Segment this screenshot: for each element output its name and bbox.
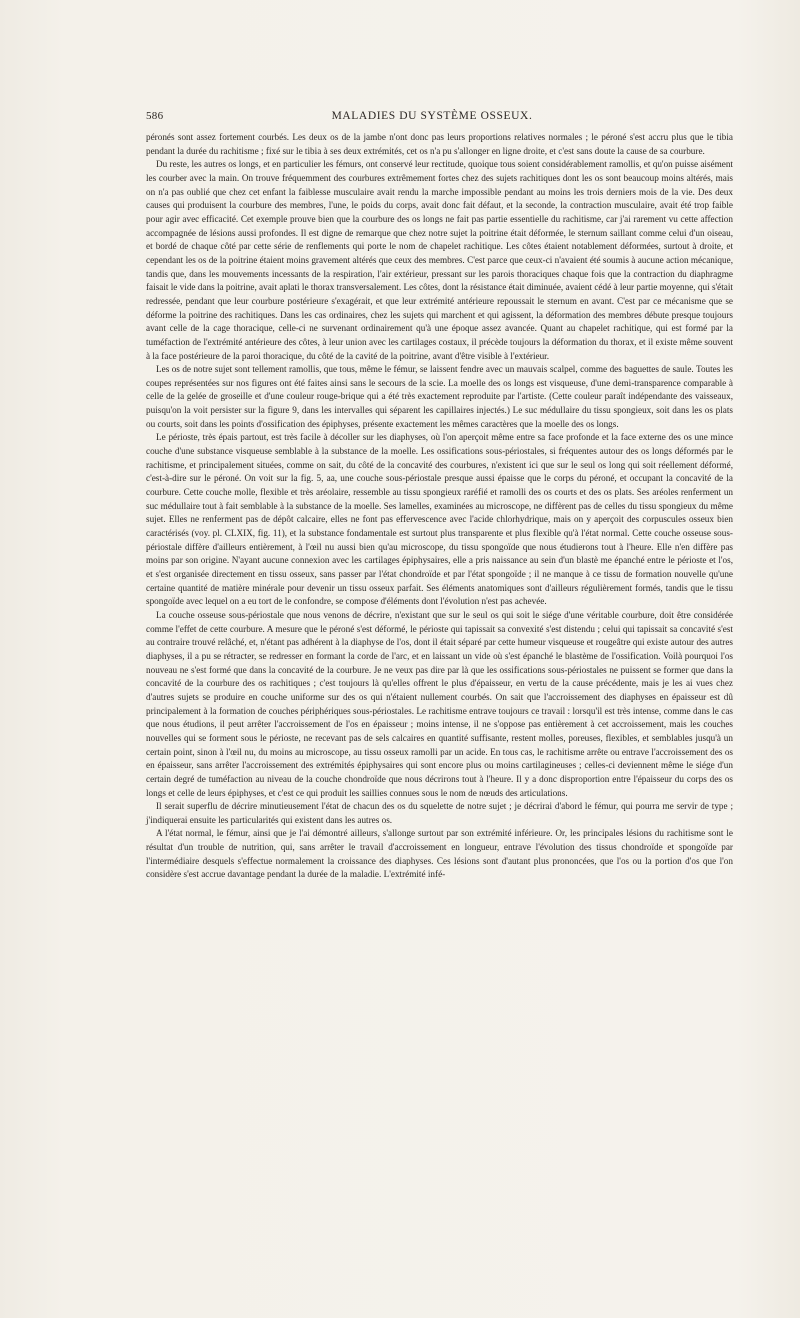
paragraph-5: La couche osseuse sous-périostale que nous venons de décrire, n'existant que sur le seul os qui soit le siége d'une véritable courbure, doit être considérée comme l'effet de cette courbure. A mesure que le péroné s'est déformé, le périoste qui tapissait sa convexité s'est distendu ; celui qui tapissait sa concavité s'est au contraire trouvé relâché, et, n'étant pas adhérent à la diaphyse de l'os, dont il était séparé par cette humeur visqueuse et rougeâtre qui existe autour des autres diaphyses, il a pu se rétracter, se redresser en formant la corde de l'arc, et en laissant un vide où s'est épanché le blastème de l'ossification. Voilà pourquoi l'os nouveau ne s'est formé que dans la concavité de la courbure. Je ne veux pas dire par là que les ossifications sous-périostales ne puissent se former que dans la concavité de la courbure des os rachitiques ; c'est toujours là qu'elles offrent le plus d'épaisseur, en vertu de la cause précédente, mais je les ai vues chez d'autres sujets se produire en couche uniforme sur des os qui n'étaient nullement courbés. On sait que l'accroissement des diaphyses en épaisseur est dû principalement à la formation de couches périphériques sous-périostales. Le rachitisme entrave toujours ce travail : lorsqu'il est très intense, comme dans le cas que nous étudions, il peut arrêter l'accroissement de l'os en épaisseur ; moins intense, il ne s'oppose pas entièrement à cet accroissement, mais les couches nouvelles qui se forment sous le périoste, ne recevant pas de sels calcaires en quantité suffisante, restent molles, poreuses, flexibles, et semblables jusqu'à un certain point, sinon à l'œil nu, du moins au microscope, au tissu osseux ramolli par un acide. En tous cas, le rachitisme arrête ou entrave l'accroissement des os en épaisseur, sans arrêter l'accroissement des extrémités épiphysaires qui sont encore plus ou moins cartilagineuses ; celles-ci deviennent même le siége d'un certain degré de tuméfaction au niveau de la couche chondroïde que nous décrirons tout à l'heure. Il y a donc disproportion entre l'épaisseur du corps des os longs et celle de leurs épiphyses, et c'est ce qui produit les saillies connues sous le nom de nœuds des articulations. bbox=[146, 609, 733, 798]
paragraph-6: Il serait superflu de décrire minutieusement l'état de chacun des os du squelette de notre sujet ; je décrirai d'abord le fémur, qui pourra me servir de type ; j'indiquerai ensuite les particularités qui existent dans les autres os. bbox=[146, 801, 733, 825]
paragraph-2: Du reste, les autres os longs, et en particulier les fémurs, ont conservé leur rectitude, quoique tous soient considérablement ramollis, et qu'on puisse aisément les courber avec la main. On trouve fréquemment des courbures extrêmement fortes chez des sujets rachitiques dont les os sont beaucoup moins altérés, mais on n'a pas oublié que chez cet enfant la faiblesse musculaire avait rendu la marche impossible pendant au moins les trois derniers mois de la vie. Des deux causes qui produisent la courbure des membres, l'une, le poids du corps, avait donc fait défaut, et la seconde, la contraction musculaire, avait été trop faible pour agir avec efficacité. Cet exemple prouve bien que la courbure des os longs ne fait pas partie essentielle du rachitisme, car j'ai rarement vu cette affection accompagnée de lésions aussi profondes. Il est digne de remarque que chez notre sujet la poitrine était déformée, le sternum saillant comme celui d'un oiseau, et bordé de chaque côté par cette série de renflements qui porte le nom de chapelet rachitique. Les côtes étaient notablement déformées, surtout à droite, et cependant les os de la poitrine étaient moins gravement altérés que ceux des membres. C'est parce que ceux-ci n'avaient été soumis à aucune action mécanique, tandis que, dans les mouvements incessants de la respiration, l'air extérieur, pressant sur les parois thoraciques chaque fois que la contraction du diaphragme faisait le vide dans la poitrine, avait aplati le thorax transversalement. Les côtes, dont la résistance était diminuée, avaient cédé à leur partie moyenne, qui s'était redressée, pendant que leur courbure postérieure s'exagérait, et que leur extrémité antérieure repoussait le sternum en avant. C'est par ce mécanisme que se déforme la poitrine des rachitiques. Dans les cas ordinaires, chez les sujets qui marchent et qui agissent, la déformation des membres débute presque toujours avant celle de la cage thoracique, celle-ci ne survenant ordinairement qu'à une époque assez avancée. Quant au chapelet rachitique, qui est formé par la tuméfaction de l'extrémité antérieure des côtes, à leur union avec les cartilages costaux, il précède toujours la déformation du thorax, et il existe même souvent à la face postérieure de la paroi thoracique, du côté de la cavité de la poitrine, avant d'être visible à l'extérieur. bbox=[146, 159, 733, 361]
paragraph-4: Le périoste, très épais partout, est très facile à décoller sur les diaphyses, où l'on aperçoit même entre sa face profonde et la face externe des os une mince couche d'une substance visqueuse semblable à la substance de la moelle. Les ossifications sous-périostales, si fréquentes autour des os longs déformés par le rachitisme, et principalement situées, comme on sait, du côté de la concavité des courbures, n'existent ici que sur le seul os long qui soit réellement déformé, c'est-à-dire sur le péroné. On voit sur la fig. 5, aa, une couche sous-périostale presque aussi épaisse que le corps du péroné, et occupant la concavité de la courbure. Cette couche molle, flexible et très aréolaire, ressemble au tissu spongieux raréfié et ramolli des os courts et des os plats. Ses aréoles renferment un suc médullaire tout à fait semblable à la substance de la moelle. Ses lamelles, examinées au microscope, ne diffèrent pas de celles du tissu spongieux du même sujet. Elles ne renferment pas de dépôt calcaire, elles ne font pas effervescence avec l'acide chlorhydrique, mais on y aperçoit des corpuscules osseux bien caractérisés (voy. pl. CLXIX, fig. 11), et la substance fondamentale est surtout plus transparente et plus flexible qu'à l'état normal. Cette couche osseuse sous-périostale diffère d'ailleurs entièrement, à l'œil nu aussi bien qu'au microscope, du tissu spongoïde que nous étudierons tout à l'heure. Elle n'en diffère pas moins par son origine. N'ayant aucune connexion avec les cartilages épiphysaires, elle a pris naissance au sein d'un blastè me épanché entre le périoste et l'os, et s'est organisée directement en tissu osseux, sans passer par l'état chondroïde et par l'état spongoïde ; il ne manque à ce tissu de formation nouvelle qu'une certaine quantité de matière minérale pour devenir un tissu osseux parfait. Ses éléments anatomiques sont d'ailleurs régulièrement formés, tandis que le tissu spongoïde avec lequel on a eu tort de le confondre, se compose d'éléments dont l'évolution n'est pas achevée. bbox=[146, 432, 733, 607]
paragraph-1: péronés sont assez fortement courbés. Les deux os de la jambe n'ont donc pas leurs proportions relatives normales ; le péroné s'est accru plus que le tibia pendant la durée du rachitisme ; fixé sur le tibia à ses deux extrémités, cet os n'a pu s'allonger en ligne droite, et c'est sans doute la cause de sa courbure. bbox=[146, 132, 733, 156]
page-number: 586 bbox=[146, 110, 164, 122]
paragraph-7: A l'état normal, le fémur, ainsi que je l'ai démontré ailleurs, s'allonge surtout par son extrémité inférieure. Or, les principales lésions du rachitisme sont le résultat d'un trouble de nutrition, qui, sans arrêter le travail d'accroissement en longueur, entrave l'évolution des tissus chondroïde et spongoïde par l'intermédiaire desquels s'effectue normalement la croissance des diaphyses. Ces lésions sont d'autant plus prononcées, que l'os ou la portion d'os que l'on considère s'est accrue davantage pendant la durée de la maladie. L'extrémité infé- bbox=[146, 828, 733, 880]
body-text bbox=[146, 131, 733, 882]
running-title: MALADIES DU SYSTÈME OSSEUX. bbox=[331, 110, 533, 122]
paragraph-3: Les os de notre sujet sont tellement ramollis, que tous, même le fémur, se laissent fendre avec un mauvais scalpel, comme des baguettes de saule. Toutes les coupes représentées sur nos figures ont été faites ainsi sans le secours de la scie. La moelle des os longs est visqueuse, d'une demi-transparence comparable à celle de la gelée de groseille et d'une couleur rouge-brique qui a été très exactement reproduite par l'artiste. (Cette couleur paraît indépendante des vaisseaux, puisqu'on la voit persister sur la figure 9, dans les intervalles qui séparent les capillaires injectés.) Le suc médullaire du tissu spongieux, soit dans les os plats ou courts, soit dans les points d'ossification des épiphyses, présente exactement les mêmes caractères que la moelle des os longs. bbox=[146, 364, 733, 429]
page-header bbox=[146, 110, 718, 126]
